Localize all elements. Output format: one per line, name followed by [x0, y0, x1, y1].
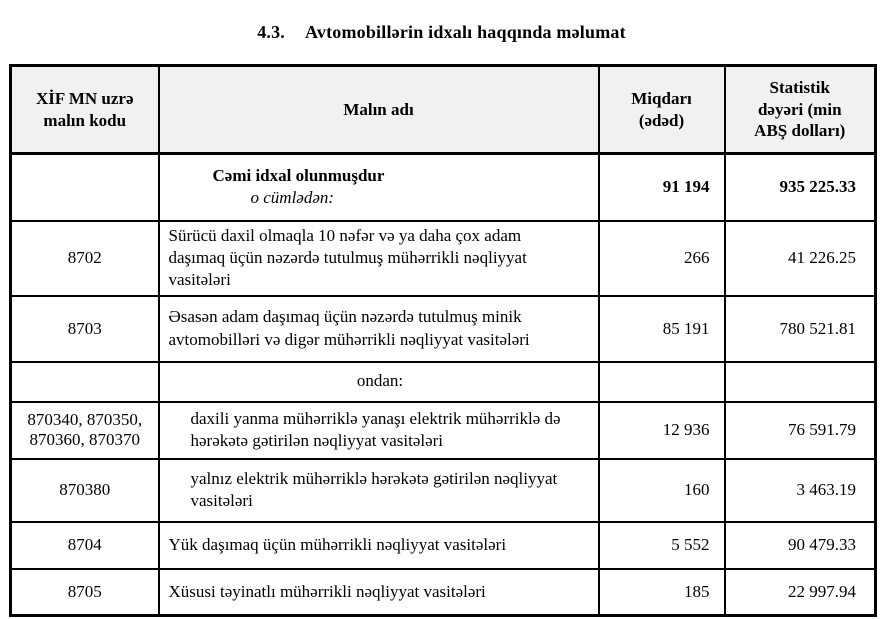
- cell-code: 8703: [11, 296, 159, 362]
- cell-name: Sürücü daxil olmaqla 10 nəfər və ya daha çox adam daşımaq üçün nəzərdə tutulmuş mühərrikli nəqliyyat vasitələri: [159, 221, 599, 296]
- cell-name: daxili yanma mühərriklə yanaşı elektrik mühərriklə də hərəkətə gətirilən nəqliyyat vasitələri: [159, 402, 599, 459]
- cell-quantity: [599, 362, 725, 402]
- cell-quantity: 160: [599, 459, 725, 522]
- header-name: Malın adı: [159, 66, 599, 154]
- table-row-total: [11, 154, 876, 221]
- cell-code: 8702: [11, 221, 159, 296]
- table-row-8704: [11, 522, 876, 569]
- header-quantity: Miqdarı (ədəd): [599, 66, 725, 154]
- cell-value: 3 463.19: [725, 459, 876, 522]
- header-row: [11, 66, 876, 154]
- header-value: Statistik dəyəri (min ABŞ dolları): [725, 66, 876, 154]
- cell-value: 90 479.33: [725, 522, 876, 569]
- table-row-8702: [11, 221, 876, 296]
- table-row-8705: [11, 569, 876, 616]
- cell-quantity: 91 194: [599, 154, 725, 221]
- cell-code: 870380: [11, 459, 159, 522]
- cell-code: [11, 154, 159, 221]
- header-code: XİF MN uzrə malın kodu: [11, 66, 159, 154]
- cell-value: [725, 362, 876, 402]
- cell-quantity: 12 936: [599, 402, 725, 459]
- cell-code: 870340, 870350, 870360, 870370: [11, 402, 159, 459]
- cell-value: 41 226.25: [725, 221, 876, 296]
- cell-code: [11, 362, 159, 402]
- cell-name: Əsasən adam daşımaq üçün nəzərdə tutulmuş minik avtomobilləri və digər mühərrikli nəqliyyat vasitələri: [159, 296, 599, 362]
- total-sublabel: o cümlədən:: [250, 188, 335, 208]
- cell-name: Yük daşımaq üçün mühərrikli nəqliyyat vasitələri: [159, 522, 599, 569]
- cell-name: Xüsusi təyinatlı mühərrikli nəqliyyat vasitələri: [159, 569, 599, 616]
- section-number: 4.3.: [257, 22, 285, 42]
- cell-quantity: 85 191: [599, 296, 725, 362]
- cell-code: 8704: [11, 522, 159, 569]
- cell-code: 8705: [11, 569, 159, 616]
- page-title: [0, 0, 883, 43]
- import-table: [9, 64, 877, 617]
- table-row-8703: [11, 296, 876, 362]
- cell-quantity: 266: [599, 221, 725, 296]
- section-title-text: Avtomobillərin idxalı haqqında məlumat: [305, 22, 626, 42]
- cell-value: 22 997.94: [725, 569, 876, 616]
- cell-name: ondan:: [159, 362, 599, 402]
- total-label: Cəmi idxal olunmuşdur: [212, 166, 385, 186]
- table-row-ondan: [11, 362, 876, 402]
- cell-name: [159, 154, 599, 221]
- table-row-electric: [11, 459, 876, 522]
- cell-value: 76 591.79: [725, 402, 876, 459]
- cell-quantity: 185: [599, 569, 725, 616]
- cell-value: 780 521.81: [725, 296, 876, 362]
- cell-value: 935 225.33: [725, 154, 876, 221]
- cell-quantity: 5 552: [599, 522, 725, 569]
- table-row-hybrid: [11, 402, 876, 459]
- cell-name: yalnız elektrik mühərriklə hərəkətə gətirilən nəqliyyat vasitələri: [159, 459, 599, 522]
